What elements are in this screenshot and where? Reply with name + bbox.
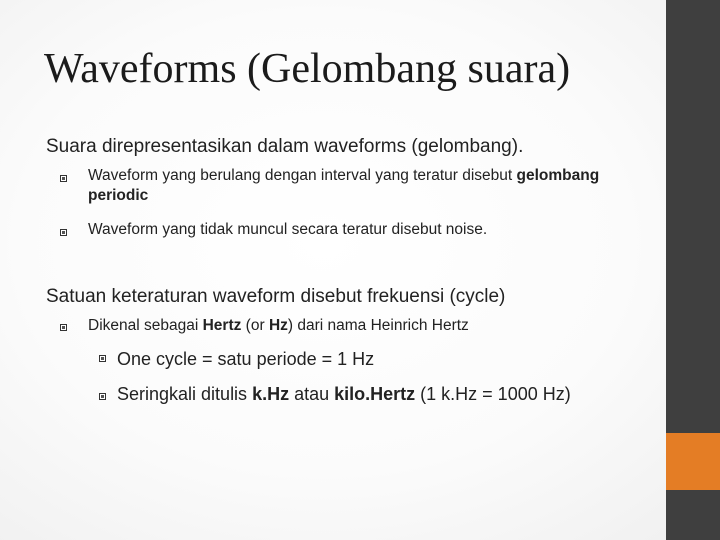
bullet-text: (1 k.Hz = 1000 Hz) — [415, 384, 571, 404]
bullet-text: (or — [241, 317, 269, 334]
square-bullet-icon — [99, 355, 106, 362]
bullet-bold-text: Hz — [268, 317, 288, 334]
bullet-text: Waveform yang berulang dengan interval yang teratur disebut — [88, 167, 517, 184]
square-bullet-icon — [60, 229, 67, 236]
orange-accent-block — [666, 433, 720, 490]
bullet-bold-text: gelombang periodic — [88, 167, 600, 204]
bullet-text: Dikenal sebagai — [88, 317, 203, 334]
slide-title: Waveforms (Gelombang suara) — [44, 46, 571, 92]
square-bullet-icon — [60, 324, 67, 331]
bullet-text: ) dari nama Heinrich Hertz — [287, 317, 469, 334]
square-bullet-icon — [99, 393, 106, 400]
square-bullet-icon — [60, 175, 67, 182]
sub-bullet-khz-text — [117, 381, 612, 407]
sub-bullet-cycle-text: One cycle = satu periode = 1 Hz — [117, 349, 375, 369]
bullet-noise-text: Waveform yang tidak muncul secara teratur disebut noise. — [88, 221, 488, 238]
bullet-hertz-text — [88, 316, 648, 336]
section1-heading: Suara direpresentasikan dalam waveforms (gelombang). — [46, 136, 524, 157]
bullet-bold-text: k.Hz — [252, 384, 290, 404]
bullet-bold-text: kilo.Hertz — [334, 384, 416, 404]
bullet-text: atau — [289, 384, 335, 404]
bullet-text: Seringkali ditulis — [117, 384, 253, 404]
bullet-bold-text: Hertz — [202, 317, 242, 334]
bullet-periodic-text — [88, 166, 648, 206]
section2-heading: Satuan keteraturan waveform disebut frekuensi (cycle) — [46, 286, 506, 307]
